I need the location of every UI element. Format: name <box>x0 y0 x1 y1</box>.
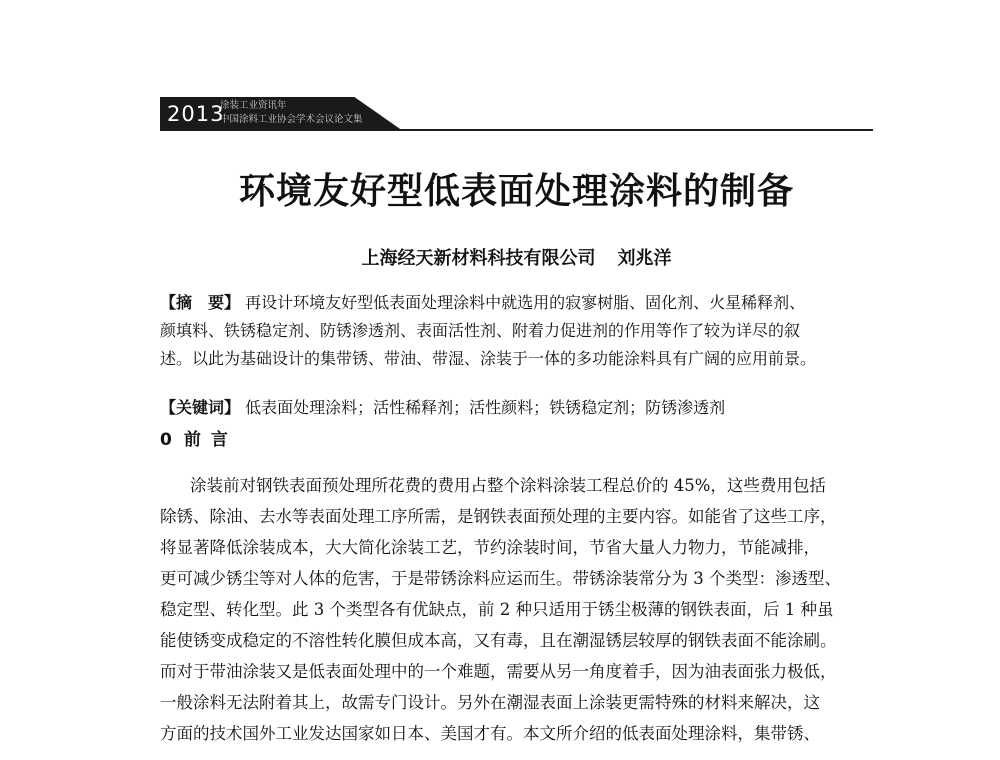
keywords-text: 低表面处理涂料；活性稀释剂；活性颜料；铁锈稳定剂；防锈渗透剂 <box>245 398 726 417</box>
header-year: 2013 <box>167 102 225 126</box>
header-rule <box>160 129 873 131</box>
keywords <box>160 396 873 420</box>
abstract-line <box>160 289 873 317</box>
body-paragraph <box>160 470 873 749</box>
body-line: 方面的技术国外工业发达国家如日本、美国才有。本文所介绍的低表面处理涂料，集带锈、 <box>160 724 820 743</box>
section-heading <box>160 428 238 452</box>
body-line: 将显著降低涂装成本，大大简化涂装工艺，节约涂装时间，节省大量人力物力，节能减排， <box>160 538 820 557</box>
body-line: 而对于带油涂装又是低表面处理中的一个难题，需要从另一角度着手，因为油表面张力极低， <box>160 662 837 681</box>
body-line: 涂装前对钢铁表面预处理所花费的费用占整个涂料涂装工程总价的 45%，这些费用包括 <box>190 476 826 495</box>
section-number: 0 <box>160 430 172 450</box>
author-name: 刘兆洋 <box>617 248 672 269</box>
header-journal-line1: 涂装工业资讯年 <box>220 100 287 111</box>
body-line: 一般涂料无法附着其上，故需专门设计。另外在潮湿表面上涂装更需特殊的材料来解决，这 <box>160 693 820 712</box>
abstract-line: 述。以此为基础设计的集带锈、带油、带湿、涂装于一体的多功能涂料具有广阔的应用前景。 <box>160 349 817 368</box>
abstract-text: 再设计环境友好型低表面处理涂料中就选用的寂寥树脂、固化剂、火星稀释剂、 <box>245 293 806 312</box>
abstract-label: 【摘 要】 <box>160 293 241 312</box>
section-title: 前言 <box>183 430 238 450</box>
article-title: 环境友好型低表面处理涂料的制备 <box>238 171 794 212</box>
abstract <box>160 289 873 373</box>
abstract-line: 颜填料、铁锈稳定剂、防锈渗透剂、表面活性剂、附着力促进剂的作用等作了较为详尽的叙 <box>160 321 801 340</box>
keywords-label: 【关键词】 <box>160 398 241 417</box>
header-journal-line2: 中国涂料工业协会学术会议论文集 <box>220 114 363 125</box>
body-line: 除锈、除油、去水等表面处理工序所需，是钢铁表面预处理的主要内容。如能省了这些工序， <box>160 507 837 526</box>
body-line: 稳定型、转化型。此 3 个类型各有优缺点，前 2 种只适用于锈尘极薄的钢铁表面，后 1 种虽 <box>160 600 834 619</box>
affiliation: 上海经天新材料科技有限公司 <box>361 248 596 269</box>
body-line: 更可减少锈尘等对人体的危害，于是带锈涂料应运而生。带锈涂装常分为 3 个类型：渗透型、 <box>160 569 841 588</box>
author-line <box>160 247 873 271</box>
body-line: 能使锈变成稳定的不溶性转化膜但成本高，又有毒，且在潮湿锈层较厚的钢铁表面不能涂刷。 <box>160 631 837 650</box>
